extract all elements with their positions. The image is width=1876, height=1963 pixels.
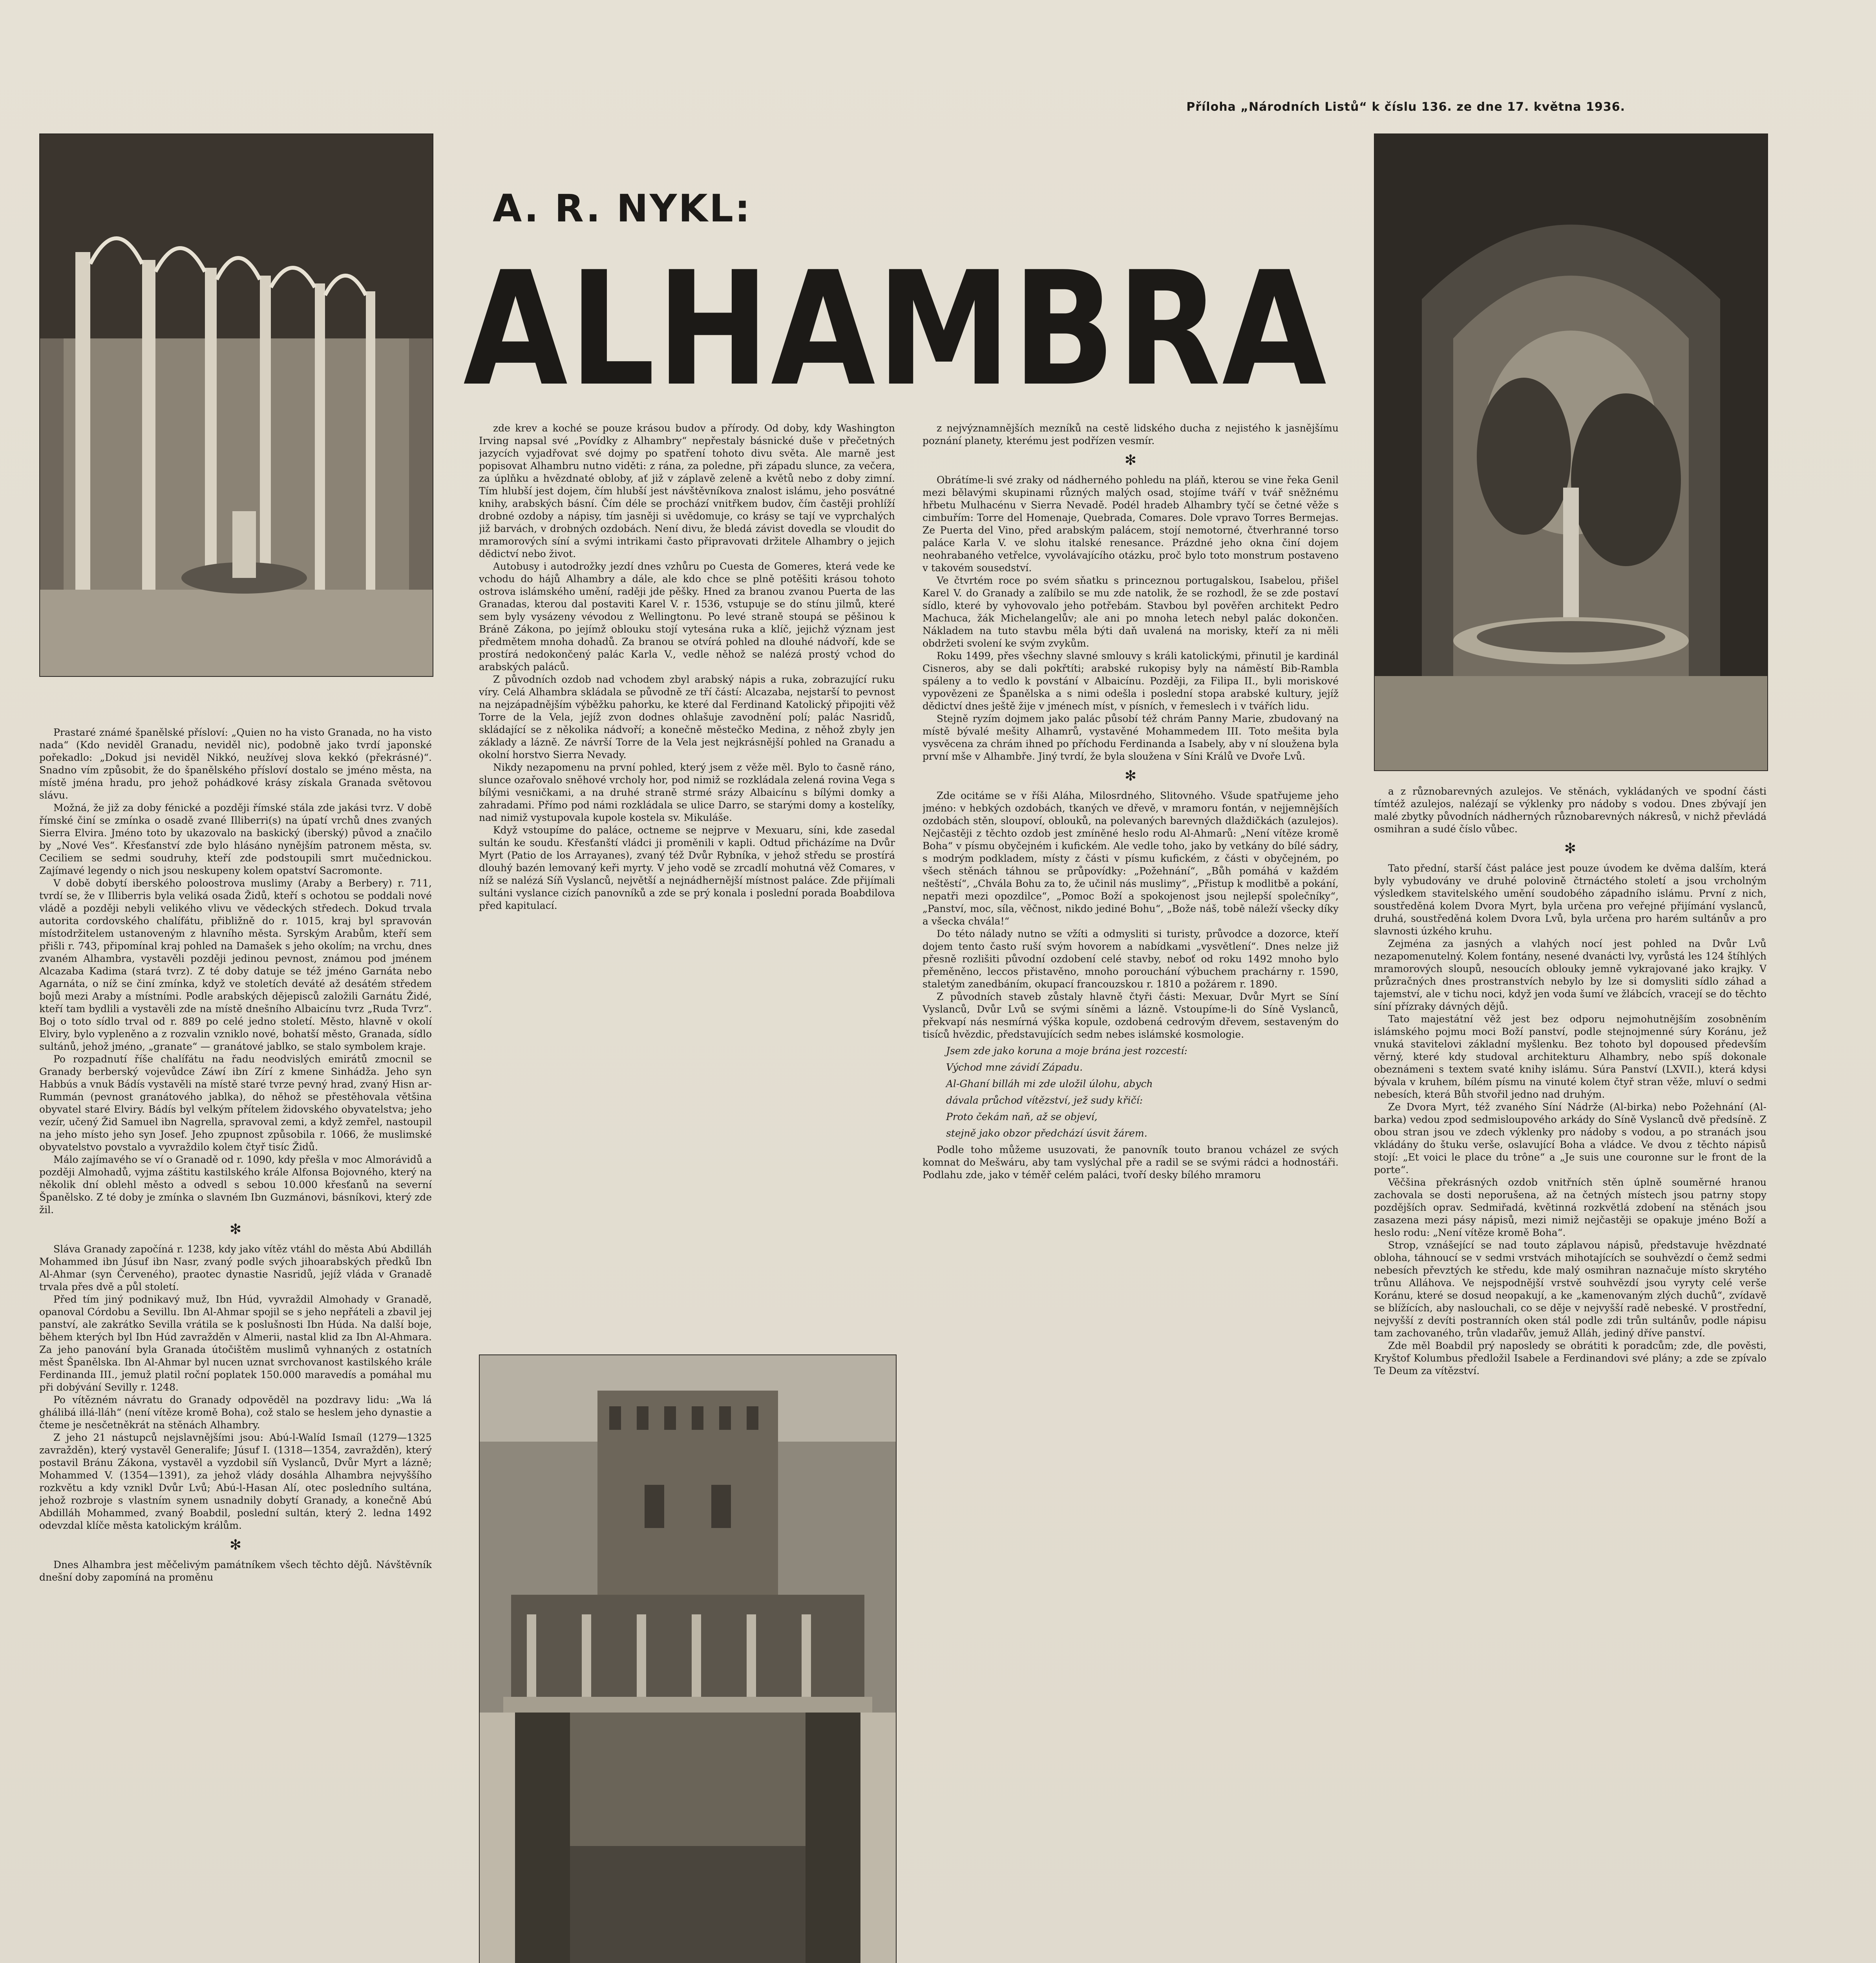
text-column-1 (39, 726, 432, 1963)
paragraph: Roku 1499, přes všechny slavné smlouvy s králi katolickými, přinutil je kardinál Cisneros, aby se dali pokřtíti; arabské rukopisy byly na náměstí Bib-Rambla spáleny a to vedlo k povstání v Albaicínu. Později, za Filipa II., byli moriskové vypovězeni ze Španělska a s nimi odešla i poslední stopa arabské kultury, jejíž dědictví dnes ještě žije v jménech míst, v písních, v řemeslech i v tvářích lidu. (922, 650, 1339, 712)
paragraph: Nikdy nezapomenu na první pohled, který jsem z věže měl. Bylo to časně ráno, slunce ozařovalo sněhové vrcholy hor, pod nimiž se rozkládala zelená rovina Vega s bílými vesničkami, a na druhé straně strmé srázy Albaicínu s bílými domky a zahradami. Přímo pod námi rozkládala se ulice Darro, se starými domy a kostelíky, nad nimiž vystupovala kupole kostela sv. Mikuláše. (479, 762, 895, 823)
paragraph: Podle toho můžeme usuzovati, že panovník touto branou vcházel ze svých komnat do Mešwáru, aby tam vyslýchal pře a radil se se svými rádci a hodnostáři. Podlahu zde, jako v téměř celém paláci, tvoří desky bílého mramoru (922, 1144, 1339, 1181)
paragraph: Zejména za jasných a vlahých nocí jest pohled na Dvůr Lvů nezapomenutelný. Kolem fontány, nesené dvanácti lvy, vyrůstá les 124 štíhlých mramorových sloupů, nesoucích oblouky jemně vykrajované jako krajky. V průzračných dnes prostranstvích nebylo by lze si domysliti sídlo záhad a tajemství, ale v tichu noci, když jen voda šumí ve žlábcích, vracejí se do těchto síní přízraky dávných dějů. (1374, 938, 1766, 1012)
verse-line: stejně jako obzor předchází úsvit žárem. (946, 1128, 1147, 1139)
paragraph: V době dobytí iberského poloostrova muslimy (Araby a Berbery) r. 711, tvrdí se, že v Illiberris byla veliká osada Židů, kteří s ochotou se poddali nové vládě a později nebyli velikého vlivu ve vědeckých středech. Dokud trvala autorita cordovského chalífátu, přibližně do r. 1015, kraj byl spravován místodržitelem ustanoveným z hlavního města. Syrským Arabům, kteří sem přišli r. 743, připomínal kraj pohled na Damašek s jeho okolím; na vrchu, dnes zvaném Alhambra, vystavěli později jedinou pevnost, známou pod jménem Alcazaba Kadima (stará tvrz). Z té doby datuje se též jméno Garnáta nebo Agarnáta, o níž se činí zmínka, když ve stoletích deváté až desátém středem bojů mezi Araby a místními. Podle arabských dějepisců založili Garnátu Židé, kteří tam bydlili a vystavěli zde na místě dnešního Albaicínu tvrz „Ruda Tvrz“. Boj o toto sídlo trval od r. 889 po celé jedno století. Město, hlavně v okolí Elviry, bylo vypleněno a z rozvalin vzniklo nové, bohatší město, Granada, sídlo sultánů, jehož jméno, „granate“ — granátové jablko, se stalo symbolem kraje. (39, 877, 432, 1052)
section-ornament: ✻ (229, 1537, 242, 1553)
supplement-header: Příloha „Národních Listů“ k číslu 136. ze dne 17. května 1936. (1186, 100, 1625, 114)
photo-court-of-lions (39, 133, 433, 677)
court-of-myrtles-image (480, 1355, 896, 1963)
text-column-4 (1374, 785, 1766, 1963)
paragraph: Dnes Alhambra jest měčelivým památníkem všech těchto dějů. Návštěvník dnešní doby zapomíná na proměnu (39, 1559, 432, 1583)
paragraph: Po vítězném návratu do Granady odpověděl na pozdravy lidu: „Wa lá ghálibá illá-lláh“ (není vítěze kromě Boha), což stalo se heslem jeho dynastie a čteme je nesčetněkrát na stěnách Alhambry. (39, 1394, 432, 1431)
paragraph: Když vstoupíme do paláce, octneme se nejprve v Mexuaru, síni, kde zasedal sultán ke soudu. Křesťanští vládci ji proměnili v kapli. Odtud přicházíme na Dvůr Myrt (Patio de los Arrayanes), zvaný též Dvůr Rybníka, v jehož středu se prostírá dlouhý bazén lemovaný keři myrty. V jeho vodě se zrcadlí mohutná věž Comares, v níž se nalézá Síň Vyslanců, největší a nejnádhernější místnost paláce. Zde přijímali sultáni vyslance cizích panovníků a zde se prý konala i poslední porada Boabdilova před kapitulací. (479, 824, 895, 911)
paragraph: Před tím jiný podnikavý muž, Ibn Húd, vyvraždil Almohady v Granadě, opanoval Córdobu a Sevillu. Ibn Al-Ahmar spojil se s jeho nepřáteli a zbavil jej panství, ale zakrátko Sevilla vrátila se k poslušnosti Ibn Húda. Na další boje, během kterých byl Ibn Húd zavražděn v Almerii, nastal klid za Ibn Al-Ahmara. Za jeho panování byla Granada útočištěm muslimů vyhnaných z ostatních měst Španělska. Ibn Al-Ahmar byl nucen uznat svrchovanost kastilského krále Ferdinanda III., jemuž platil roční poplatek 150.000 maravedís a pomáhal mu při dobývání Sevilly r. 1248. (39, 1294, 432, 1393)
paragraph: Ve čtvrtém roce po svém sňatku s princeznou portugalskou, Isabelou, přišel Karel V. do Granady a zalíbilo se mu zde natolik, že se rozhodl, že se zde postaví sídlo, které by vyhovovalo jeho potřebám. Stavbou byl pověřen architekt Pedro Machuca, žák Michelangelův; ale ani po mnoha letech nebyl palác dokončen. Nákladem na tuto stavbu měla býti daň uvalená na morisky, kteří za ni měli obdržeti svolení ke svým zvykům. (922, 575, 1339, 649)
paragraph: Tato majestátní věž jest bez odporu nejmohutnějším zosobněním islámského pojmu moci Boží panství, podle stejnojmenné súry Koránu, jež vnuká stavitelovi základní myšlenku. Bez tohoto byl dopoused především věrný, které kdy studoval architekturu Alhambry, nebo spíš dokonale obeznámeni s textem svaté knihy islámu. Súra Panství (LXVII.), která kdysi bývala v kruhem, bílém písmu na vinuté kolem čtyř stran věže, mluví o sedmi nebesích, která Bůh stvořil jedno nad druhým. (1374, 1013, 1766, 1100)
paragraph: Málo zajímavého se ví o Granadě od r. 1090, kdy přešla v moc Almorávidů a později Almohadů, vyjma záštitu kastilského krále Alfonsa Bojovného, který na několik dní oblehl město a odvedl s sebou 10.000 křesťanů na severní Španělsko. Z té doby je zmínka o slavném Ibn Guzmánovi, básníkovi, který zde žil. (39, 1154, 432, 1215)
section-ornament: ✻ (1124, 768, 1137, 784)
article-author: A. R. NYKL: (493, 186, 752, 230)
paragraph: Stejně ryzím dojmem jako palác působí též chrám Panny Marie, zbudovaný na místě bývalé mešity Alhamrů, vystavěné Mohammedem III. Toto mešita byla vysvěcena za chrám ihned po příchodu Ferdinanda a Isabely, aby v ní sloužena byla první mše v Alhambře. Jiný tvrdí, že byla sloužena v Síni Králů ve Dvoře Lvů. (922, 713, 1339, 762)
verse-line: Jsem zde jako koruna a moje brána jest rozcestí: (946, 1045, 1187, 1056)
verse-line: Proto čekám naň, až se objeví, (946, 1111, 1098, 1122)
paragraph: Zde ocitáme se v říši Aláha, Milosrdného, Slitovného. Všude spatřujeme jeho jméno: v hebkých ozdobách, tkaných ve dřevě, v mramoru fontán, v nejjemnějších ozdobách stěn, sloupoví, oblouků, na polevaných barevných dlaždičkách (azulejos). Nejčastěji z těchto ozdob jest zmíněné heslo rodu Al-Ahmarů: „Není vítěze kromě Boha“ v písmu obyčejném i kufickém. Ale vedle toho, jako by vetkány do bílé sádry, s modrým podkladem, místy z části v písmu kufickém, z části v obyčejném, po všech stěnách táhnou se průpovídky: „Požehnání“, „Bůh pomáhá v každém neštěstí“, „Chvála Bohu za to, že učinil nás muslimy“, „Přistup k modlitbě a pokání, nepatři mezi opozdilce“, „Pomoc Boží a spokojenost jsou nejlepší společníky“, „Panství, moc, síla, věčnost, nikdo jediné Bohu“, „Bože náš, tobě náleží všecky díky a všecka chvála!“ (922, 790, 1339, 927)
paragraph: z nejvýznamnějších mezníků na cestě lidského ducha z nejistého k jasnějšímu poznání planety, kterému jest podřízen vesmír. (922, 422, 1339, 446)
paragraph: a z různobarevných azulejos. Ve stěnách, vykládaných ve spodní části tímtéž azulejos, nalézají se výklenky pro nádoby s vodou. Dnes zbývají jen malé zbytky původních nádherných různobarevných nákresů, v nichž převládá osmihran a sudé číslo vůbec. (1374, 786, 1766, 835)
photo-garden-fountain (1374, 133, 1768, 771)
photo-court-of-myrtles (479, 1354, 897, 1963)
verse-line: Východ mne závidí Západu. (946, 1062, 1083, 1073)
paragraph: Z původních ozdob nad vchodem zbyl arabský nápis a ruka, zobrazující ruku víry. Celá Alhambra skládala se původně ze tří částí: Alcazaba, nejstarší to pevnost na nejzápadnějším výběžku pahorku, ke které dal Ferdinand Katolický připojiti věž Torre de la Vela, jejíž zvon dodnes ohlašuje zavodnění polí; palác Nasridů, skládající se z několika nádvoří; a konečně městečko Medina, z něhož zbyly jen základy a lázně. Ze návrší Torre de la Vela jest nejkrásnější pohled na Granadu a okolní horstvo Sierra Nevady. (479, 674, 895, 760)
section-ornament: ✻ (229, 1221, 242, 1237)
verse-line: Al-Ghaní billáh mi zde uložil úlohu, abych (946, 1078, 1153, 1089)
section-ornament: ✻ (1564, 841, 1576, 857)
paragraph: Možná, že již za doby fénické a později římské stála zde jakási tvrz. V době římské činí se zmínka o osadě zvané Illiberri(s) na úpatí vrchů dnes zvaných Sierra Elvira. Jméno toto by ukazovalo na baskický (iberský) původ a značilo by „Nové Ves“. Křesťanství zde bylo hlásáno nynějším patronem města, sv. Ceciliem se sedmi soudruhy, kteří zde podstoupili smrt mučednickou. Zajímavé legendy o nich jsou neskupeny kolem opatství Sacromonte. (39, 802, 432, 876)
section-ornament: ✻ (1124, 452, 1137, 468)
paragraph: Z původních staveb zůstaly hlavně čtyři části: Mexuar, Dvůr Myrt se Síní Vyslanců, Dvůr Lvů se svými síněmi a lázně. Vstoupíme-li do Síně Vyslanců, překvapí nás nesmírná výška kopule, ozdobená cedrovým dřevem, sestaveným do tisíců hvězdic, představujících sedm nebes islámské kosmologie. (922, 991, 1339, 1040)
verse-line: dávala průchod vítězství, jež sudy křičí: (946, 1095, 1143, 1106)
paragraph: Strop, vznášející se nad touto záplavou nápisů, představuje hvězdnaté obloha, táhnoucí se v sedmi vrstvách mihotajících se souhvězdí o čemž sedmi nebesích převztých ke středu, kde malý osmihran naznačuje místo skrytého trůnu Alláhova. Ve nejspodnější vrstvě souhvězdí jsou vyryty celé verše Koránu, které se dosud neopakují, a ke „kamenovaným zlých duchů“, zvídavě se blížících, aby naslouchali, co se děje v nejvyšší radě nebeské. V prostřední, nejvyšší z devíti postranních oken stál podle zdi trůn sultánův, podle nápisu tam zachovaného, trůn vladařův, jemuž Alláh, jediný dříve panství. (1374, 1239, 1766, 1339)
paragraph: Obrátíme-li své zraky od nádherného pohledu na pláň, kterou se vine řeka Genil mezi bělavými skupinami různých malých osad, stojíme tváří v tvář sněžnému hřbetu Mulhacénu v Sierra Nevadě. Podél hradeb Alhambry tyčí se četné věže s cimbuřím: Torre del Homenaje, Quebrada, Comares. Dole vpravo Torres Bermejas. Ze Puerta del Vino, před arabským palácem, stojí nemotorné, čtverhranné torso paláce Karla V. ve slohu italské renesance. Prázdné jeho okna činí dojem neohrabaného vetřelce, vyvolávajícího otázku, proč bylo toto monstrum postaveno v takovém sousedství. (922, 474, 1339, 574)
text-column-2 (479, 422, 895, 1341)
paragraph: Sláva Granady započíná r. 1238, kdy jako vítěz vtáhl do města Abú Abdilláh Mohammed ibn Júsuf ibn Nasr, zvaný podle svých jihoarabských předků Ibn Al-Ahmar (syn Červeného), praotec dynastie Nasridů, jejíž vláda v Granadě trvala přes dvě a půl století. (39, 1243, 432, 1292)
paragraph: Věčšina překrásných ozdob vnitřních stěn úplně souměrné hranou zachovala se dosti neporušena, až na četných místech jsou patrny stopy pozdějších oprav. Sedmiřadá, květinná rozkvětlá zdobení na stěnách jsou zasazena mezi pásy nápisů, mezi nimiž nejčastěji se opakuje jméno Boží a heslo rodu: „Není vítěze kromě Boha“. (1374, 1177, 1766, 1238)
paragraph: Zde měl Boabdil prý naposledy se obrátiti k poradcům; zde, dle pověsti, Kryštof Kolumbus předložil Isabele a Ferdinandovi své plány; a zde se zpívalo Te Deum za vítězství. (1374, 1340, 1766, 1376)
paragraph: Ze Dvora Myrt, též zvaného Síní Nádrže (Al-birka) nebo Požehnání (Al-barka) vedou zpod sedmisloupového arkády do Síně Vyslanců dvě předsíně. Z obou stran jsou ve zdech výklenky pro nádoby s vodou, a po stranách jsou vkládány do štuku verše, oslavující Boha a vládce. Ve dvou z těchto nápisů stojí: „Et voici le place du trône“ a „Je suis une couronne sur le front de la porte“. (1374, 1101, 1766, 1175)
paragraph: Tato přední, starší část paláce jest pouze úvodem ke dvěma dalším, která byly vybudovány ve druhé polovině čtrnáctého století a jsou vrcholným výsledkem stavitelského umění soudobého západního islámu. První z nich, soustředěná kolem Dvora Myrt, byla určena pro veřejné přijímání vyslanců, druhá, soustředěná kolem Dvora Lvů, byla určena pro harém sultánův a pro slavnosti úzkého kruhu. (1374, 863, 1766, 937)
paragraph: Autobusy i autodrožky jezdí dnes vzhůru po Cuesta de Gomeres, která vede ke vchodu do hájů Alhambry a dále, ale kdo chce se plně potěšiti krásou tohoto ostrova islámského umění, raději jde pěšky. Hned za branou zvanou Puerta de las Granadas, kterou dal postaviti Karel V. r. 1536, vstupuje se do stínu jilmů, které sem byly vysázeny vévodou z Wellingtonu. Po levé straně stoupá se pěšinou k Bráně Zákona, po jejímž oblouku stojí vytesána ruka a klíč, jejichž význam jest předmětem mnoha dohadů. Za branou se otvírá pohled na dlouhé nádvoří, kde se prostírá nedokončený palác Karla V., vedle něhož se nalézá prostý vchod do arabských paláců. (479, 561, 895, 673)
paragraph: zde krev a koché se pouze krásou budov a přírody. Od doby, kdy Washington Irving napsal své „Povídky z Alhambry“ nepřestaly básnické duše v přečetných jazycích vyjadřovat své dojmy po spatření tohoto divu světa. Ale marně jest popisovat Alhambru nutno viděti: z rána, za poledne, při západu slunce, za večera, za úplňku a hvězdnaté obloby, ať již v záplavě zeleně a květů nebo z doby zimní. Tím hlubší jest dojem, čím hlubší jest návštěvníkova znalost islámu, jeho posvátné knihy, arabských básní. Čím déle se prochází vnitřkem budov, čím častěji prohlíží drobné ozdoby a nápisy, tím jasněji si uvědomuje, co krásy se tají ve vyprchalých již barvách, v drobných ozdobách. Není divu, že bledá závist dovedla se vloudit do mramorových síní a svými intrikami často připravovati držitele Alhambry o jejich dědictví nebo život. (479, 422, 895, 559)
article-title: ALHAMBRA (463, 238, 1328, 421)
paragraph: Prastaré známé španělské přísloví: „Quien no ha visto Granada, no ha visto nada“ (Kdo neviděl Granadu, neviděl nic), podobně jako tvrdí japonské pořekadlo: „Dokud jsi neviděl Nikkó, neužívej slova kekkó (překrásné)“. Snadno vím způsobit, že do španělského přísloví dostalo se jméno města, na místě jména hradu, pro jehož pohádkové krásy získala Granada světovou slávu. (39, 727, 432, 801)
court-of-lions-image (40, 134, 433, 676)
paragraph: Z jeho 21 nástupců nejslavnějšími jsou: Abú-l-Walíd Ismaíl (1279—1325 zavražděn), který vystavěl Generalife; Júsuf I. (1318—1354, zavražděn), který postavil Bránu Zákona, vystavěl a vyzdobil síň Vyslanců, Dvůr Myrt a lázně; Mohammed V. (1354—1391), za jehož vlády dosáhla Alhambra nejvyššího rozkvětu a kdy vznikl Dvůr Lvů; Abú-l-Hasan Alí, otec posledního sultána, jehož rozbroje s vlastním synem usnadnily dobytí Granady, a konečně Abú Abdilláh Mohammed, zvaný Boabdil, poslední sultán, který 2. ledna 1492 odevzdal klíče města katolickým králům. (39, 1432, 432, 1531)
garden-fountain-image (1375, 134, 1767, 770)
paragraph: Po rozpadnutí říše chalífátu na řadu neodvislých emirátů zmocnil se Granady berberský vojevůdce Záwí ibn Zírí z kmene Sinhádža. Jeho syn Habbús a vnuk Bádís vystavěli na místě staré tvrze pevný hrad, zvaný Hisn ar-Rummán (pevnost granátového jablka), do něhož se přestěhovala většina obyvatel staré Elviry. Bádís byl velkým přítelem židovského obyvatelstva; jeho vezír, učený Žid Samuel ibn Nagrella, spravoval zemi, a když zemřel, nastoupil na jeho místo jeho syn Josef. Jeho zpupnost způsobila r. 1066, že muslimské obyvatelstvo povstalo a vyvraždilo kolem čtyř tisíc Židů. (39, 1053, 432, 1153)
paragraph: Do této nálady nutno se vžíti a odmysliti si turisty, průvodce a dozorce, kteří dojem tento často ruší svým hovorem a nabídkami „vysvětlení“. Dnes nelze již přesně rozlišiti původní ozdobení celé stavby, neboť od roku 1492 mnoho bylo přeměněno, leccos přistavěno, mnoho porouchání výbuchem prachárny r. 1590, staletým zanedbáním, okupací francouzskou r. 1810 a požárem r. 1890. (922, 928, 1339, 990)
text-column-3 (922, 422, 1339, 1963)
